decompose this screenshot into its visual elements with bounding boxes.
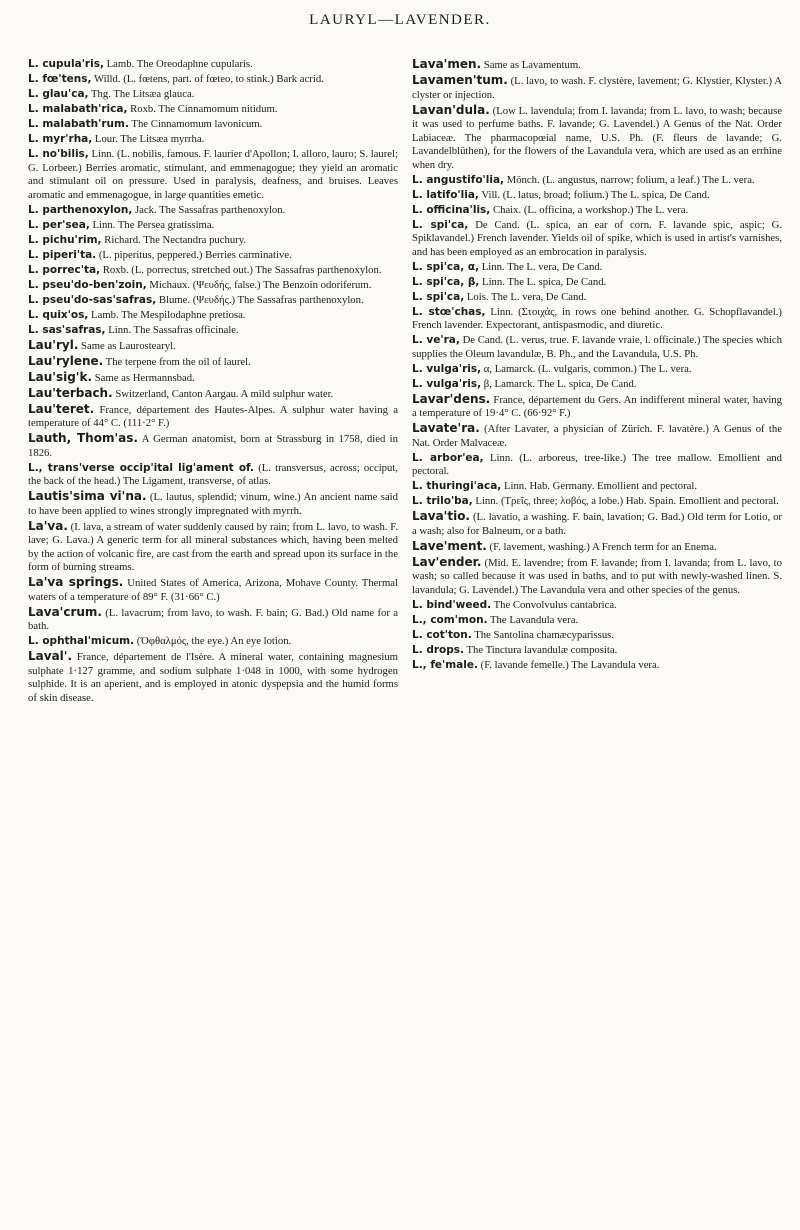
entry-definition: The Lavandula vera. xyxy=(487,613,579,626)
dictionary-entry xyxy=(412,204,782,218)
entry-definition: Switzerland, Canton Aargau. A mild sulphur water. xyxy=(112,387,334,400)
entry-headword: L. drops. xyxy=(412,643,464,656)
entry-headword: L. parthenoxylon, xyxy=(28,203,133,216)
dictionary-entry xyxy=(412,363,782,377)
dictionary-entry xyxy=(28,324,398,338)
entry-headword: L. piperi'ta. xyxy=(28,248,97,261)
entry-headword: Lau'teret. xyxy=(28,401,95,416)
dictionary-entry xyxy=(412,644,782,658)
entry-definition: Michaux. (Ψευδής, false.) The Benzoin odoriferum. xyxy=(146,278,372,291)
entry-headword: L. officina'lis, xyxy=(412,203,491,216)
entry-definition: (Ὀφθαλμός, the eye.) An eye lotion. xyxy=(134,635,292,647)
entry-definition: France, département de l'Isère. A mineral water, containing magnesium sulphate 1·127 gramme, and sodium sulphate 1·048 in 1000, with some hydrogen sulphide. It is an aperient, and is employed in atonic dyspepsia and the humid forms of skin disease. xyxy=(28,651,398,704)
entry-headword: L. spi'ca, xyxy=(412,218,469,231)
entry-definition: (L. lavacrum; from lavo, to wash. F. bain; G. Bad.) Old name for a bath. xyxy=(28,606,398,632)
entry-headword: L. ve'ra, xyxy=(412,334,460,346)
entry-definition: Blume. (Ψευδής.) The Sassafras parthenoxylon. xyxy=(156,293,364,306)
dictionary-entry xyxy=(412,291,782,305)
entry-headword: Lavan'dula. xyxy=(412,102,490,117)
dictionary-entry xyxy=(412,74,782,102)
entry-definition: Linn. (Στοιχάς, in rows one behind another. G. Schopflavandel.) French lavender. Expectorant, antispasmodic, and diuretic. xyxy=(412,305,782,331)
dictionary-entry xyxy=(412,599,782,613)
running-header: LAURYL—LAVENDER. xyxy=(309,12,491,28)
entry-headword: L. pichu'rim, xyxy=(28,233,102,246)
entry-definition: Linn. Hab. Germany. Emollient and pectoral. xyxy=(501,480,698,492)
entry-definition: France, département des Hautes-Alpes. A sulphur water having a temperature of 44° C. (111·2° F.) xyxy=(28,403,398,429)
entry-headword: L. cupula'ris, xyxy=(28,58,104,70)
entry-headword: L. stœ'chas, xyxy=(412,305,486,318)
dictionary-entry xyxy=(28,355,398,370)
entry-definition: Linn. The L. spica, De Cand. xyxy=(479,275,607,288)
entry-headword: L. spi'ca, xyxy=(412,290,465,303)
entry-definition: (Low L. lavendula; from I. lavanda; from L. lavo, to wash; because it was used to perfume baths. F. lavande; G. Lavendel.) A Genus of the Nat. Order Labiaceæ. The pharmacopœial name, U.S. Ph. (F. fleurs de lavande; G. Lavandelblüthen), for the flowers of the Lavandula vera, which are used as an errhine when dry. xyxy=(412,104,782,171)
entry-headword: Lava'men. xyxy=(412,58,482,71)
entry-headword: L. spi'ca, β, xyxy=(412,275,480,288)
entry-headword: Lau'sig'k. xyxy=(28,369,93,384)
entry-definition: Lour. The Litsæa myrrha. xyxy=(92,133,205,145)
dictionary-entry xyxy=(28,219,398,233)
dictionary-entry xyxy=(28,576,398,604)
dictionary-entry xyxy=(412,556,782,598)
entry-definition: Lamb. The Oreodaphne cupularis. xyxy=(103,58,253,70)
right-column xyxy=(412,58,782,1223)
entry-headword: L. glau'ca, xyxy=(28,88,89,100)
dictionary-entry xyxy=(28,118,398,132)
entry-headword: L. arbor'ea, xyxy=(412,451,484,464)
entry-definition: (F. lavement, washing.) A French term for an Enema. xyxy=(486,540,717,553)
entry-definition: Linn. The L. vera, De Cand. xyxy=(479,260,603,273)
dictionary-entry xyxy=(28,462,398,489)
dictionary-entry xyxy=(28,432,398,460)
dictionary-entry xyxy=(28,635,398,649)
entry-definition: Linn. The Persea gratissima. xyxy=(89,218,215,231)
entry-headword: Lava'tio. xyxy=(412,509,470,523)
entry-definition: (Mid. E. lavendre; from F. lavande; from I. lavanda; from L. lavo, to wash; so called because it was used in baths, and to put with newly-washed linen. S. lavandula; G. Lavendel.) The Lavandula vera and other species of the genus. xyxy=(412,556,782,596)
entry-headword: L., trans'verse occip'ital lig'ament of. xyxy=(28,461,255,474)
entry-definition: (L. lavatio, a washing. F. bain, lavation; G. Bad.) Old term for Lotio, or a wash; also for Balneum, or a bath. xyxy=(412,511,782,537)
entry-definition: Same as Lavamentum. xyxy=(481,59,581,71)
dictionary-entry xyxy=(412,629,782,643)
dictionary-entry xyxy=(28,58,398,72)
entry-definition: (I. lava, a stream of water suddenly caused by rain; from L. lavo, to wash. F. lave; G. Lava.) A generic term for all mineral substances which, having been melted by the action of volcanic fire, are cast from the earth and spread upon its surface in the form of burning streams. xyxy=(28,520,398,573)
dictionary-entry xyxy=(412,540,782,555)
dictionary-entry xyxy=(412,261,782,275)
dictionary-entry xyxy=(28,294,398,308)
entry-headword: Lav'ender. xyxy=(412,554,482,569)
entry-headword: Lave'ment. xyxy=(412,538,487,553)
entry-headword: L. malabath'rica, xyxy=(28,103,128,115)
entry-definition: Linn. (L. arboreus, tree-like.) The tree mallow. Emollient and pectoral. xyxy=(412,451,782,477)
entry-headword: Lau'ryl. xyxy=(28,337,79,352)
dictionary-entry xyxy=(412,219,782,260)
dictionary-entry xyxy=(412,104,782,173)
dictionary-entry xyxy=(28,103,398,117)
entry-definition: (F. lavande femelle.) The Lavandula vera. xyxy=(477,658,660,671)
entry-headword: Lauth, Thom'as. xyxy=(28,431,138,445)
entry-headword: L. vulga'ris, xyxy=(412,377,482,390)
entry-headword: L. trilo'ba, xyxy=(412,495,473,507)
entry-headword: Lavar'dens. xyxy=(412,391,491,406)
dictionary-entry xyxy=(412,174,782,188)
dictionary-entry xyxy=(28,88,398,102)
entry-headword: Lautis'sima vi'na. xyxy=(28,489,147,503)
entry-definition: Mönch. (L. angustus, narrow; folium, a leaf.) The L. vera. xyxy=(504,173,755,186)
entry-headword: L. myr'rha, xyxy=(28,133,93,145)
entry-definition: Same as Laurostearyl. xyxy=(78,339,176,352)
entry-headword: L. spi'ca, α, xyxy=(412,260,480,273)
entry-definition: The Convolvulus cantabrica. xyxy=(491,598,617,611)
dictionary-entry xyxy=(28,133,398,147)
entry-definition: (L. piperitus, peppered.) Berries carminative. xyxy=(96,248,292,261)
dictionary-entry xyxy=(28,309,398,323)
entry-definition: Lois. The L. vera, De Cand. xyxy=(464,290,587,303)
entry-definition: Vill. (L. latus, broad; folium.) The L. spica, De Cand. xyxy=(478,188,710,201)
entry-headword: L. ophthal'micum. xyxy=(28,635,135,647)
dictionary-entry xyxy=(412,480,782,494)
dictionary-entry xyxy=(28,520,398,575)
entry-definition: β, Lamarck. The L. spica, De Cand. xyxy=(481,377,637,390)
entry-headword: L., com'mon. xyxy=(412,613,488,626)
entry-definition: Roxb. The Cinnamomum nitidum. xyxy=(127,103,278,115)
entry-definition: A German anatomist, born at Strassburg in 1758, died in 1826. xyxy=(28,433,398,459)
dictionary-entry xyxy=(28,204,398,218)
entry-headword: L. angustifo'lia, xyxy=(412,173,505,186)
dictionary-entry xyxy=(412,189,782,203)
entry-headword: Lau'rylene. xyxy=(28,353,104,368)
entry-definition: Lamb. The Mespilodaphne pretiosa. xyxy=(88,308,246,321)
entry-definition: Thg. The Litsæa glauca. xyxy=(88,88,195,100)
entry-definition: (L. lavo, to wash. F. clystère, lavement; G. Klystier, Klyster.) A clyster or injection. xyxy=(412,75,782,101)
entry-headword: L. per'sea, xyxy=(28,218,90,231)
entry-definition: Linn. (L. nobilis, famous. F. laurier d'Apollon; I. alloro, lauro; S. laurel; G. Lorbeer.) Berries aromatic, stimulant, and emmenagogue; they yield an aromatic and stimulant oil on pressure. Used in paralysis, deafness, and bruises. Leaves aromatic and emmenagogue, in large quantities emetic. xyxy=(28,148,398,201)
dictionary-entry xyxy=(412,276,782,290)
entry-headword: Lavate'ra. xyxy=(412,421,480,435)
entry-headword: L. sas'safras, xyxy=(28,323,106,336)
entry-headword: La'va. xyxy=(28,518,68,533)
dictionary-entry xyxy=(28,371,398,386)
entry-headword: L. porrec'ta, xyxy=(28,263,101,276)
entry-definition: The Cinnamomum lavonicum. xyxy=(128,118,263,130)
dictionary-entry xyxy=(412,334,782,361)
dictionary-entry xyxy=(28,148,398,202)
entry-definition: α, Lamarck. (L. vulgaris, common.) The L. vera. xyxy=(481,362,692,375)
entry-headword: L. cot'ton. xyxy=(412,628,472,641)
entry-headword: L. fœ'tens, xyxy=(28,73,92,85)
dictionary-entry xyxy=(412,58,782,73)
entry-headword: Lavamen'tum. xyxy=(412,73,508,87)
entry-definition: (After Lavater, a physician of Zürich. F. lavatère.) A Genus of the Nat. Order Malvaceæ. xyxy=(412,423,782,449)
dictionary-entry xyxy=(28,650,398,705)
dictionary-entry xyxy=(412,510,782,538)
dictionary-entry xyxy=(412,614,782,628)
dictionary-entry xyxy=(28,490,398,518)
entry-definition: Roxb. (L. porrectus, stretched out.) The Sassafras parthenoxylon. xyxy=(100,263,382,276)
entry-headword: L. no'bilis, xyxy=(28,148,89,160)
entry-headword: L. latifo'lia, xyxy=(412,188,479,201)
entry-headword: L. thuringi'aca, xyxy=(412,480,502,492)
entry-headword: L. bind'weed. xyxy=(412,598,492,611)
dictionary-entry xyxy=(28,339,398,354)
dictionary-entry xyxy=(28,387,398,402)
entry-headword: Laval'. xyxy=(28,649,73,663)
entry-definition: Richard. The Nectandra puchury. xyxy=(101,233,247,246)
dictionary-entry xyxy=(412,306,782,333)
entry-definition: The Tinctura lavandulæ composita. xyxy=(464,643,618,656)
entry-definition: The terpene from the oil of laurel. xyxy=(103,355,251,368)
entry-definition: De Cand. (L. verus, true. F. lavande vraie, l. officinale.) The species which supplies the Oleum lavandulæ, B. Ph., and the Lavandula, U.S. Ph. xyxy=(412,334,782,360)
entry-definition: Chaix. (L. officina, a workshop.) The L. vera. xyxy=(490,203,689,216)
entry-definition: Same as Hermannsbad. xyxy=(92,371,195,384)
dictionary-entry xyxy=(412,452,782,479)
dictionary-entry xyxy=(28,279,398,293)
entry-headword: Lau'terbach. xyxy=(28,385,113,400)
dictionary-entry xyxy=(28,403,398,431)
entry-definition: The Santolina chamæcyparissus. xyxy=(471,628,614,641)
entry-definition: Linn. (Τρεῖς, three; λοβός, a lobe.) Hab. Spain. Emollient and pectoral. xyxy=(472,495,779,507)
left-column xyxy=(28,58,398,1223)
dictionary-entry xyxy=(28,606,398,634)
dictionary-entry xyxy=(28,234,398,248)
entry-definition: De Cand. (L. spica, an ear of corn. F. lavande spic, aspic; G. Spiklavandel.) French lavender. Yields oil of spike, which is used in artist's varnishes, and has been employed as an embrocation in paralysis. xyxy=(412,218,782,258)
dictionary-entry xyxy=(28,264,398,278)
entry-definition: France, département du Gers. An indifferent mineral water, having a temperature of 19·4° C. (66·92° F.) xyxy=(412,393,782,419)
entry-headword: L. quix'os, xyxy=(28,308,89,321)
entry-headword: L. pseu'do-sas'safras, xyxy=(28,293,157,306)
entry-headword: L., fe'male. xyxy=(412,658,478,671)
dictionary-entry xyxy=(412,495,782,509)
entry-headword: Lava'crum. xyxy=(28,604,102,619)
entry-headword: L. malabath'rum. xyxy=(28,118,129,130)
entry-definition: Linn. The Sassafras officinale. xyxy=(105,323,239,336)
entry-definition: Willd. (L. fœtens, part. of fœteo, to stink.) Bark acrid. xyxy=(91,73,324,85)
entry-definition: United States of America, Arizona, Mohave County. Thermal waters of a temperature of 89° F. (31·66° C.) xyxy=(28,577,398,603)
entry-headword: L. vulga'ris, xyxy=(412,362,482,375)
dictionary-entry xyxy=(28,249,398,263)
entry-definition: Jack. The Sassafras parthenoxylon. xyxy=(132,203,286,216)
dictionary-entry xyxy=(412,659,782,673)
entry-definition: (L. transversus, across; occiput, the back of the head.) The Ligament, transverse, of atlas. xyxy=(28,461,398,487)
dictionary-entry xyxy=(28,73,398,87)
dictionary-entry xyxy=(412,422,782,450)
dictionary-entry xyxy=(412,378,782,392)
dictionary-entry xyxy=(412,393,782,421)
entry-definition: (L. lautus, splendid; vinum, wine.) An ancient name said to have been applied to wines strongly impregnated with myrrh. xyxy=(28,491,398,517)
entry-headword: L. pseu'do-ben'zoin, xyxy=(28,278,147,291)
entry-headword: La'va springs. xyxy=(28,575,124,589)
